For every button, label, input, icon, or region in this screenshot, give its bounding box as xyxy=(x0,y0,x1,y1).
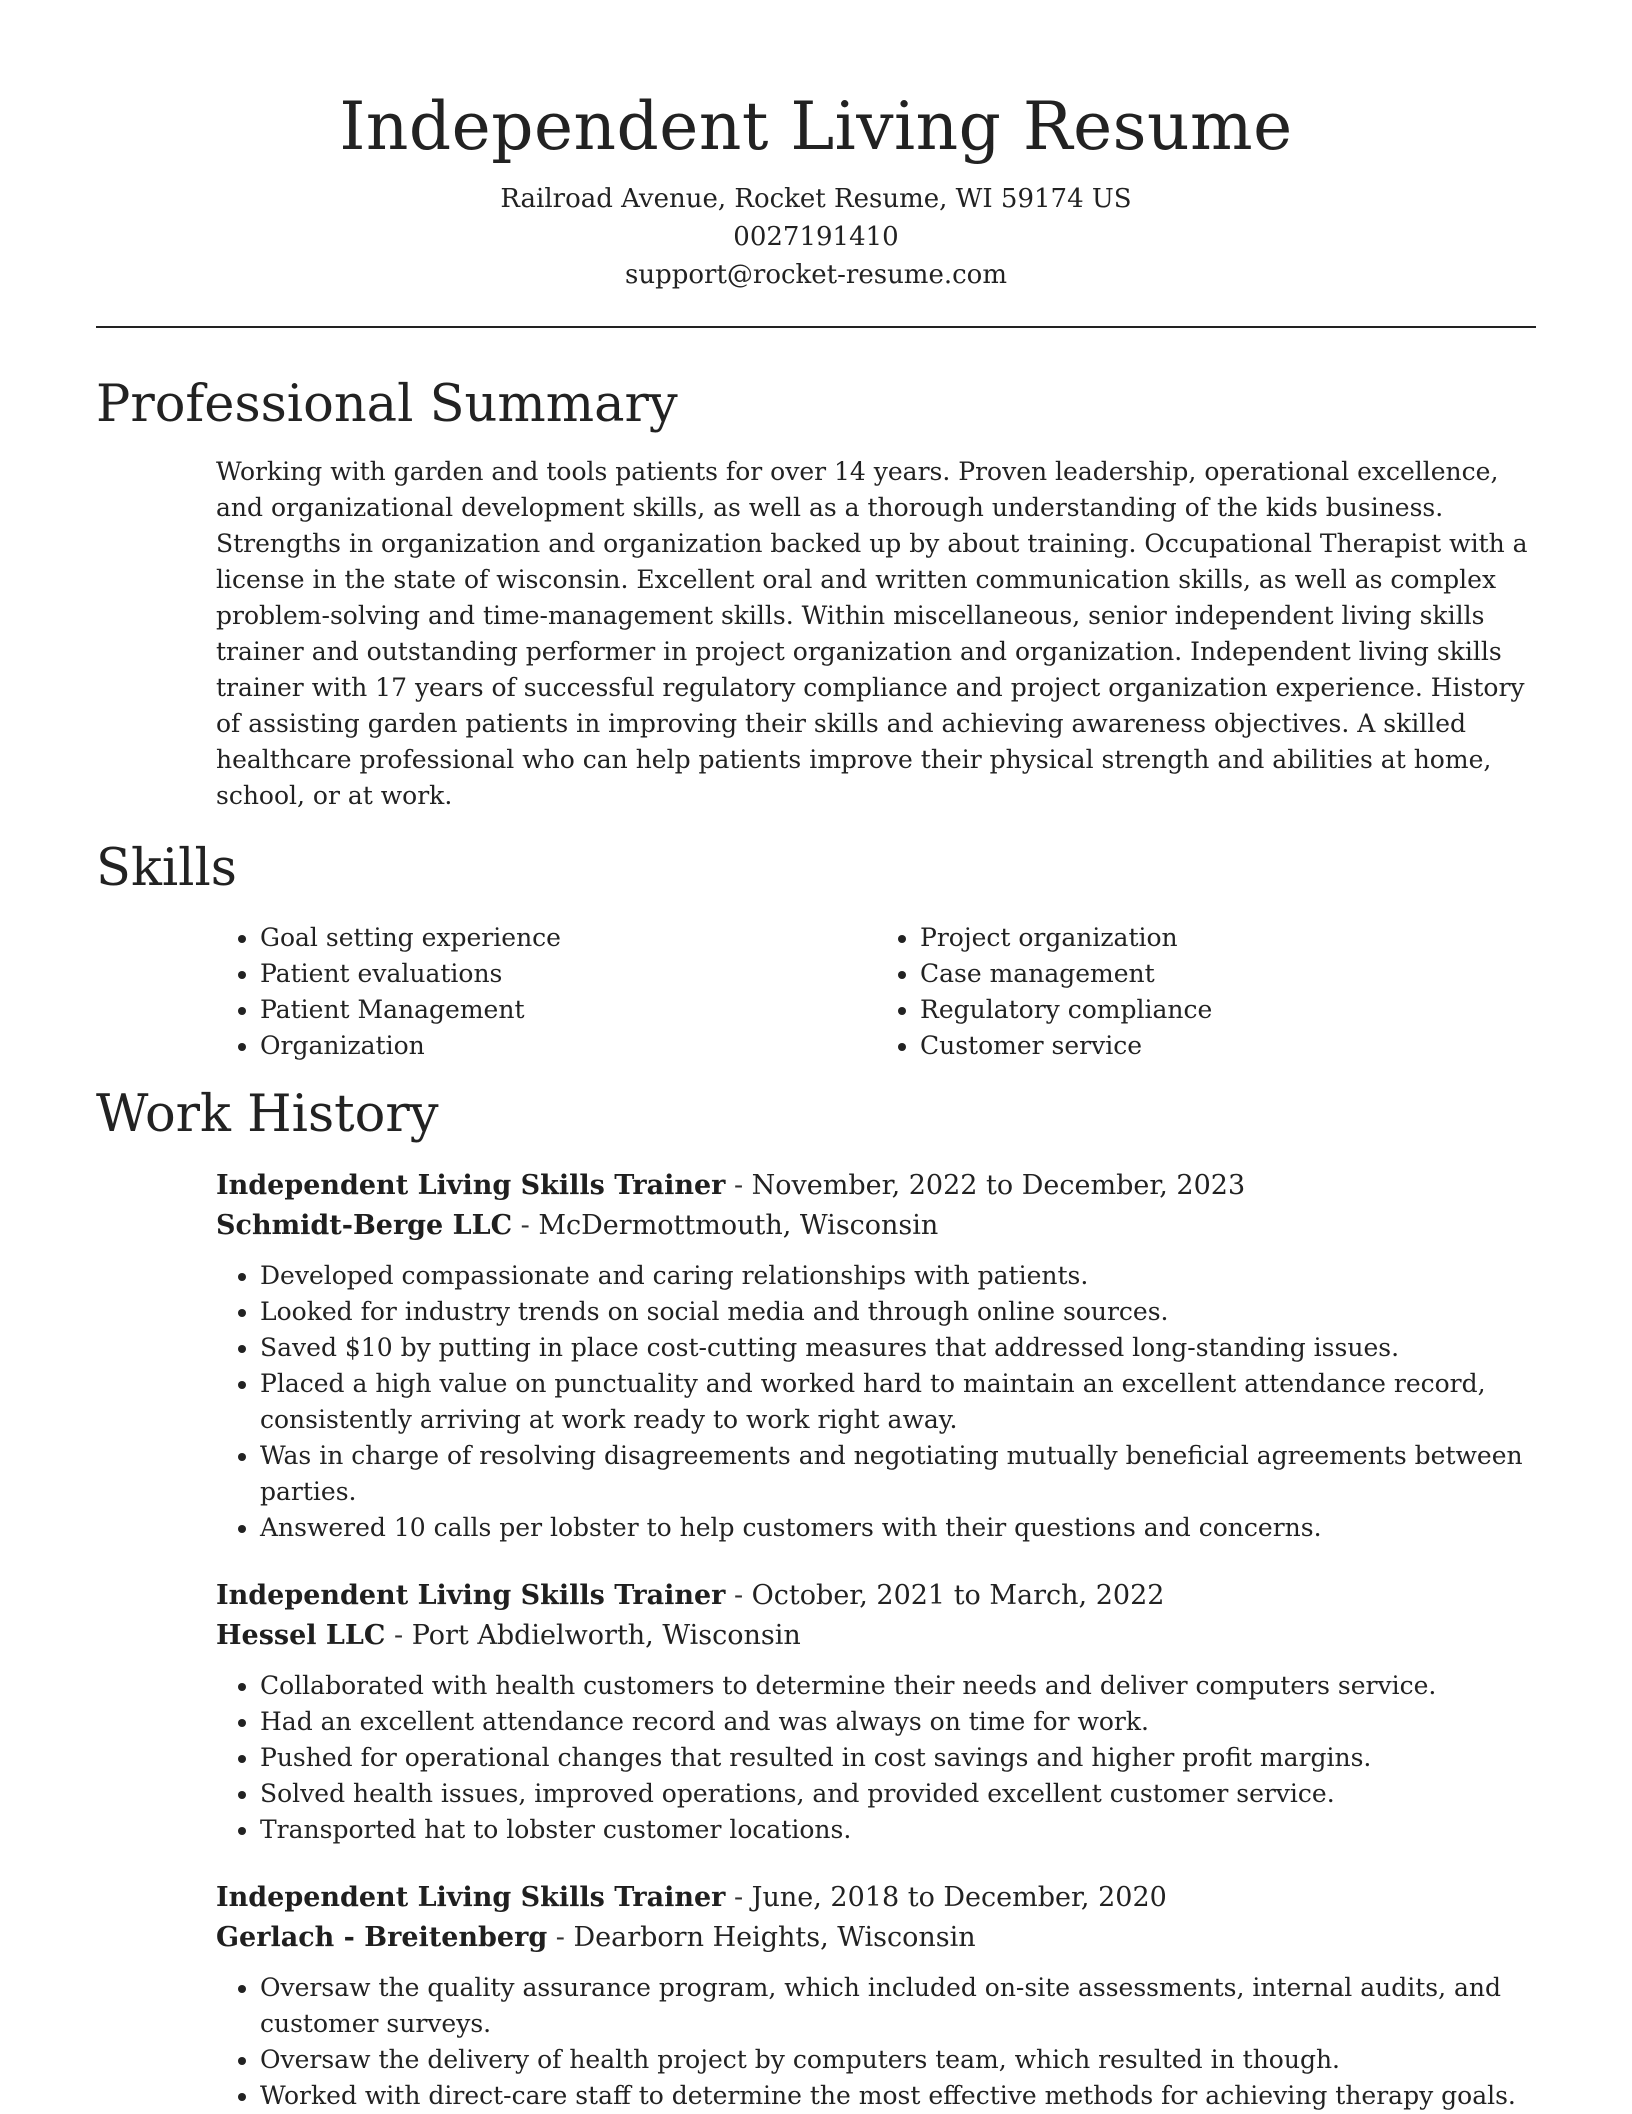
work-history-heading: Work History xyxy=(96,1085,439,1144)
resume-name: Independent Living Resume xyxy=(339,88,1293,165)
job-location: Dearborn Heights, Wisconsin xyxy=(573,1922,976,1953)
job-bullet: • Worked with direct-care staff to determine the most effective methods for achieving therapy goals. xyxy=(260,2078,1536,2114)
skill-item: • Patient Management xyxy=(260,992,876,1028)
separator: - xyxy=(385,1620,412,1651)
job-bullet: • Solved health issues, improved operations, and provided excellent customer service. xyxy=(260,1776,1536,1812)
skill-item: • Patient evaluations xyxy=(260,956,876,992)
job-title-line xyxy=(216,1166,1536,1206)
job-bullets xyxy=(216,1970,1536,2114)
job-bullet: • Pushed for operational changes that resulted in cost savings and higher profit margins. xyxy=(260,1740,1536,1776)
job-bullet: • Looked for industry trends on social media and through online sources. xyxy=(260,1294,1536,1330)
job-bullets xyxy=(216,1258,1536,1546)
separator: - xyxy=(725,1170,752,1201)
resume-header xyxy=(96,0,1536,294)
job-title: Independent Living Skills Trainer xyxy=(216,1882,726,1913)
job-bullet: • Placed a high value on punctuality and worked hard to maintain an excellent attendance record, consistently arriving at work ready to work right away. xyxy=(260,1366,1536,1438)
job-company-line xyxy=(216,1918,1536,1958)
job-bullet: • Saved $10 by putting in place cost-cutting measures that addressed long-standing issues. xyxy=(260,1330,1536,1366)
job-bullets xyxy=(216,1668,1536,1848)
job-dates: November, 2022 to December, 2023 xyxy=(751,1170,1246,1201)
job-company: Hessel LLC xyxy=(216,1620,386,1651)
job-title-line xyxy=(216,1576,1536,1616)
separator: - xyxy=(725,1580,752,1611)
job-title: Independent Living Skills Trainer xyxy=(216,1170,726,1201)
job-title: Independent Living Skills Trainer xyxy=(216,1580,726,1611)
job-bullet: • Had an excellent attendance record and was always on time for work. xyxy=(260,1704,1536,1740)
skill-item: • Regulatory compliance xyxy=(920,992,1536,1028)
summary-text: Working with garden and tools patients for over 14 years. Proven leadership, operational excellence, and organizational development skills, as well as a thorough understanding of the kids business. Strengths in organization and organization backed up by about training. Occupational Therapist with a license in the state of wisconsin. Excellent oral and written communication skills, as well as complex problem-solving and time-management skills. Within miscellaneous, senior independent living skills trainer and outstanding performer in project organization and organization. Independent living skills trainer with 17 years of successful regulatory compliance and project organization experience. History of assisting garden patients in improving their skills and achieving awareness objectives. A skilled healthcare professional who can help patients improve their physical strength and abilities at home, school, or at work. xyxy=(216,457,1528,810)
skills-list xyxy=(216,920,1536,1064)
job-entry xyxy=(216,1166,1536,1546)
job-bullet: • Oversaw the delivery of health project by computers team, which resulted in though. xyxy=(260,2042,1536,2078)
skills-heading: Skills xyxy=(96,839,237,898)
contact-email: support@rocket-resume.com xyxy=(624,260,1007,290)
skills-column-right xyxy=(876,920,1536,1064)
contact-phone: 0027191410 xyxy=(733,222,899,252)
job-company-line xyxy=(216,1206,1536,1246)
job-dates: June, 2018 to December, 2020 xyxy=(751,1882,1167,1913)
job-bullet: • Was in charge of resolving disagreements and negotiating mutually beneficial agreements between parties. xyxy=(260,1438,1536,1510)
job-title-line xyxy=(216,1878,1536,1918)
job-bullet: • Transported hat to lobster customer locations. xyxy=(260,1812,1536,1848)
separator: - xyxy=(725,1882,752,1913)
job-bullet: • Oversaw the quality assurance program, which included on-site assessments, internal audits, and customer surveys. xyxy=(260,1970,1536,2042)
skills-column-left xyxy=(216,920,876,1064)
summary-heading: Professional Summary xyxy=(96,375,678,434)
skill-item: • Customer service xyxy=(920,1028,1536,1064)
skill-item: • Project organization xyxy=(920,920,1536,956)
skill-item: • Organization xyxy=(260,1028,876,1064)
job-entry xyxy=(216,1576,1536,1848)
job-bullet: • Answered 10 calls per lobster to help customers with their questions and concerns. xyxy=(260,1510,1536,1546)
header-divider xyxy=(96,326,1536,328)
separator: - xyxy=(547,1922,574,1953)
job-company-line xyxy=(216,1616,1536,1656)
job-dates: October, 2021 to March, 2022 xyxy=(751,1580,1165,1611)
job-bullet: • Collaborated with health customers to determine their needs and deliver computers service. xyxy=(260,1668,1536,1704)
job-company: Gerlach - Breitenberg xyxy=(216,1922,548,1953)
job-company: Schmidt-Berge LLC xyxy=(216,1210,513,1241)
separator: - xyxy=(512,1210,539,1241)
contact-address: Railroad Avenue, Rocket Resume, WI 59174 US xyxy=(500,184,1132,214)
job-entry xyxy=(216,1878,1536,2114)
job-location: McDermottmouth, Wisconsin xyxy=(538,1210,939,1241)
job-location: Port Abdielworth, Wisconsin xyxy=(411,1620,801,1651)
contact-info xyxy=(96,180,1536,294)
skill-item: • Case management xyxy=(920,956,1536,992)
skill-item: • Goal setting experience xyxy=(260,920,876,956)
job-bullet: • Developed compassionate and caring relationships with patients. xyxy=(260,1258,1536,1294)
